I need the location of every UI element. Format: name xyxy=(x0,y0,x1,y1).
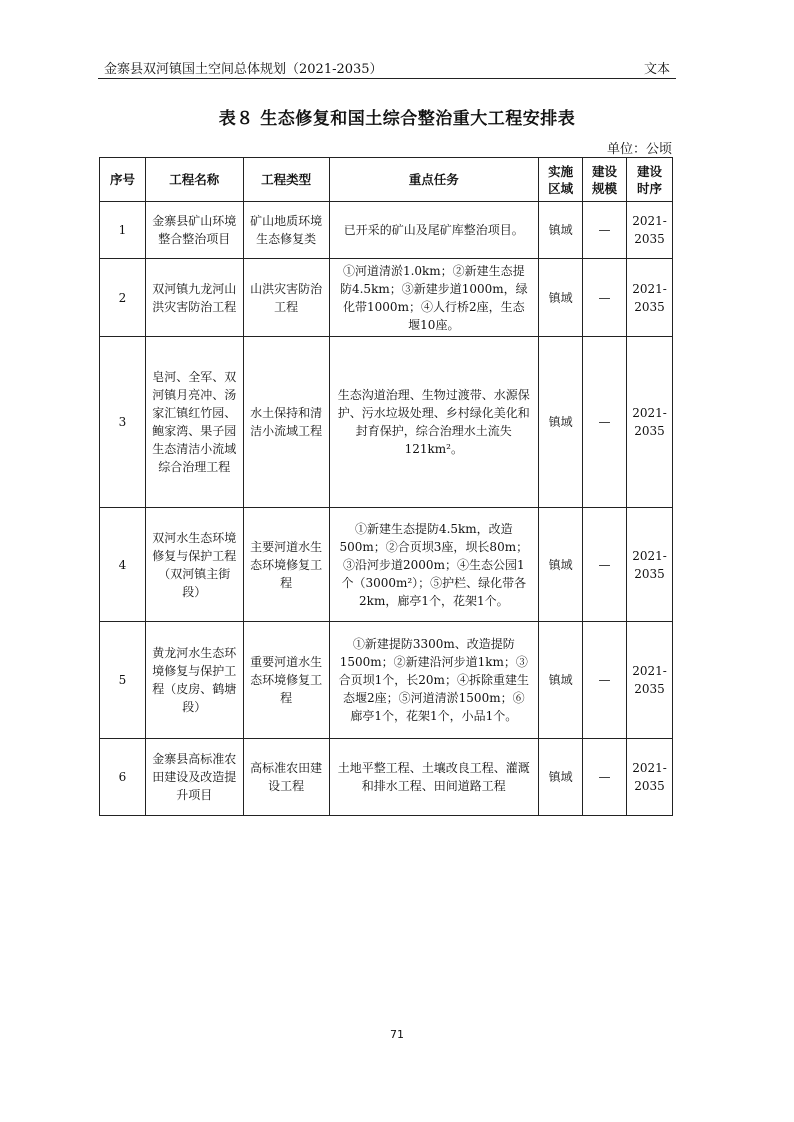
cell-scale: — xyxy=(583,622,627,739)
cell-name: 双河镇九龙河山洪灾害防治工程 xyxy=(145,259,243,337)
header-section-label: 文本 xyxy=(643,62,670,77)
header-document-title: 金寨县双河镇国土空间总体规划（2021-2035） xyxy=(104,62,383,77)
cell-name: 金寨县矿山环境整合整治项目 xyxy=(145,202,243,259)
cell-period: 2021-2035 xyxy=(626,202,672,259)
cell-task: ①新建提防3300m、改造提防1500m；②新建沿河步道1km；③合页坝1个，长20m；④拆除重建生态堰2座；⑤河道清淤1500m；⑥廊亭1个，花架1个，小品1个。 xyxy=(329,622,539,739)
cell-name: 双河水生态环境修复与保护工程（双河镇主街段） xyxy=(145,508,243,622)
cell-area: 镇域 xyxy=(539,337,583,508)
cell-no: 6 xyxy=(100,739,146,816)
table-row xyxy=(100,622,673,739)
unit-label: 单位：公顷 xyxy=(606,142,672,157)
cell-period: 2021-2035 xyxy=(626,337,672,508)
header-name: 工程名称 xyxy=(145,158,243,202)
header-task: 重点任务 xyxy=(329,158,539,202)
cell-scale: — xyxy=(583,337,627,508)
cell-name: 皂河、全军、双河镇月亮冲、汤家汇镇红竹园、鲍家湾、果子园生态清洁小流域综合治理工程 xyxy=(145,337,243,508)
cell-name: 黄龙河水生态环境修复与保护工程（皮房、鹤塘段） xyxy=(145,622,243,739)
header-scale: 建设规模 xyxy=(583,158,627,202)
cell-no: 5 xyxy=(100,622,146,739)
cell-period: 2021-2035 xyxy=(626,259,672,337)
page-header xyxy=(98,56,676,79)
project-table xyxy=(99,157,673,816)
page-number: 71 xyxy=(390,1028,404,1041)
table-row xyxy=(100,337,673,508)
cell-area: 镇域 xyxy=(539,259,583,337)
cell-period: 2021-2035 xyxy=(626,622,672,739)
cell-scale: — xyxy=(583,259,627,337)
table-row xyxy=(100,259,673,337)
cell-no: 2 xyxy=(100,259,146,337)
table-row xyxy=(100,739,673,816)
cell-area: 镇域 xyxy=(539,202,583,259)
cell-scale: — xyxy=(583,202,627,259)
header-no: 序号 xyxy=(100,158,146,202)
cell-area: 镇域 xyxy=(539,622,583,739)
table-title: 表８ 生态修复和国土综合整治重大工程安排表 xyxy=(218,109,576,129)
cell-scale: — xyxy=(583,739,627,816)
cell-no: 4 xyxy=(100,508,146,622)
header-type: 工程类型 xyxy=(243,158,329,202)
cell-no: 1 xyxy=(100,202,146,259)
cell-task: 土地平整工程、土壤改良工程、灌溉和排水工程、田间道路工程 xyxy=(329,739,539,816)
cell-no: 3 xyxy=(100,337,146,508)
cell-type: 高标准农田建设工程 xyxy=(243,739,329,816)
header-area: 实施区域 xyxy=(539,158,583,202)
cell-task: ①新建生态提防4.5km，改造500m；②合页坝3座，坝长80m；③沿河步道2000m；④生态公园1个（3000m²）；⑤护栏、绿化带各2km，廊亭1个，花架1个。 xyxy=(329,508,539,622)
table-row xyxy=(100,202,673,259)
table-header-row xyxy=(100,158,673,202)
table-row xyxy=(100,508,673,622)
cell-name: 金寨县高标准农田建设及改造提升项目 xyxy=(145,739,243,816)
header-period: 建设时序 xyxy=(626,158,672,202)
cell-scale: — xyxy=(583,508,627,622)
cell-area: 镇域 xyxy=(539,508,583,622)
cell-type: 山洪灾害防治工程 xyxy=(243,259,329,337)
cell-area: 镇域 xyxy=(539,739,583,816)
cell-type: 重要河道水生态环境修复工程 xyxy=(243,622,329,739)
cell-type: 水土保持和清洁小流域工程 xyxy=(243,337,329,508)
cell-period: 2021-2035 xyxy=(626,739,672,816)
cell-type: 矿山地质环境生态修复类 xyxy=(243,202,329,259)
cell-type: 主要河道水生态环境修复工程 xyxy=(243,508,329,622)
cell-task: 已开采的矿山及尾矿库整治项目。 xyxy=(329,202,539,259)
cell-task: ①河道清淤1.0km；②新建生态提防4.5km；③新建步道1000m，绿化带1000m；④人行桥2座，生态堰10座。 xyxy=(329,259,539,337)
cell-task: 生态沟道治理、生物过渡带、水源保护、污水垃圾处理、乡村绿化美化和封育保护，综合治理水土流失121km²。 xyxy=(329,337,539,508)
cell-period: 2021-2035 xyxy=(626,508,672,622)
